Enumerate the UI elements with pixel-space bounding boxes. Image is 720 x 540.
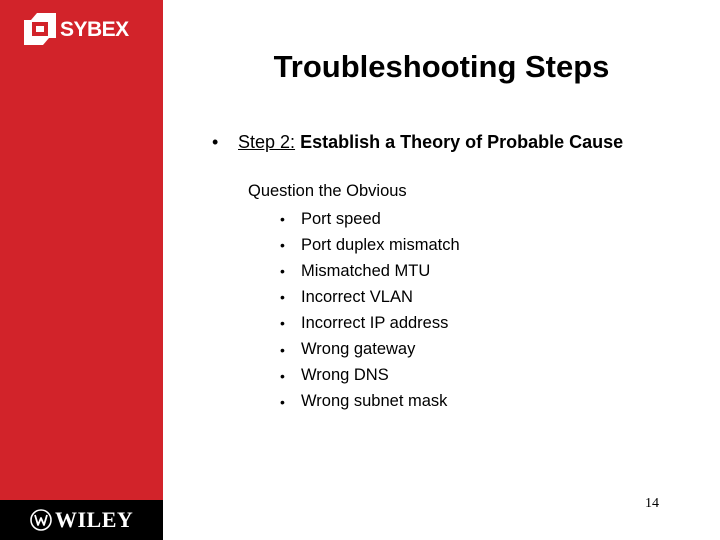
list-item	[280, 336, 460, 362]
list-item	[280, 232, 460, 258]
step-name: Establish a Theory of Probable Cause	[300, 132, 624, 152]
list-item	[280, 284, 460, 310]
list-item-text: Port speed	[301, 209, 381, 228]
page-number: 14	[645, 496, 659, 511]
question-heading: Question the Obvious	[248, 182, 407, 200]
list-item	[280, 206, 460, 232]
list-item	[280, 389, 460, 415]
step-label: Step 2:	[238, 132, 296, 152]
list-item-text: Wrong subnet mask	[301, 392, 448, 411]
bullet-icon: •	[212, 132, 219, 152]
wiley-wordmark: WILEY	[55, 507, 134, 532]
bullet-icon: •	[280, 289, 285, 306]
brand-sidebar	[0, 0, 163, 540]
wiley-emblem-icon	[30, 509, 52, 531]
probable-cause-list	[280, 206, 460, 415]
list-item-text: Wrong gateway	[301, 340, 416, 359]
bullet-icon: •	[280, 393, 285, 410]
sybex-wordmark: SYBEX	[60, 17, 129, 41]
bullet-icon: •	[280, 237, 285, 254]
list-item-text: Incorrect VLAN	[301, 287, 413, 306]
list-item-text: Mismatched MTU	[301, 261, 431, 280]
step-bullet	[212, 131, 623, 153]
bullet-icon: •	[280, 367, 285, 384]
bullet-icon: •	[280, 315, 285, 332]
list-item-text: Port duplex mismatch	[301, 235, 460, 254]
sybex-logo	[24, 12, 129, 46]
sybex-cube-icon	[24, 13, 56, 45]
bullet-icon: •	[280, 341, 285, 358]
list-item	[280, 363, 460, 389]
wiley-logo	[30, 509, 133, 531]
list-item	[280, 258, 460, 284]
list-item	[280, 310, 460, 336]
bullet-icon: •	[280, 263, 285, 280]
list-item-text: Wrong DNS	[301, 366, 389, 385]
bullet-icon: •	[280, 211, 285, 228]
list-item-text: Incorrect IP address	[301, 313, 449, 332]
slide-title: Troubleshooting Steps	[273, 49, 610, 84]
